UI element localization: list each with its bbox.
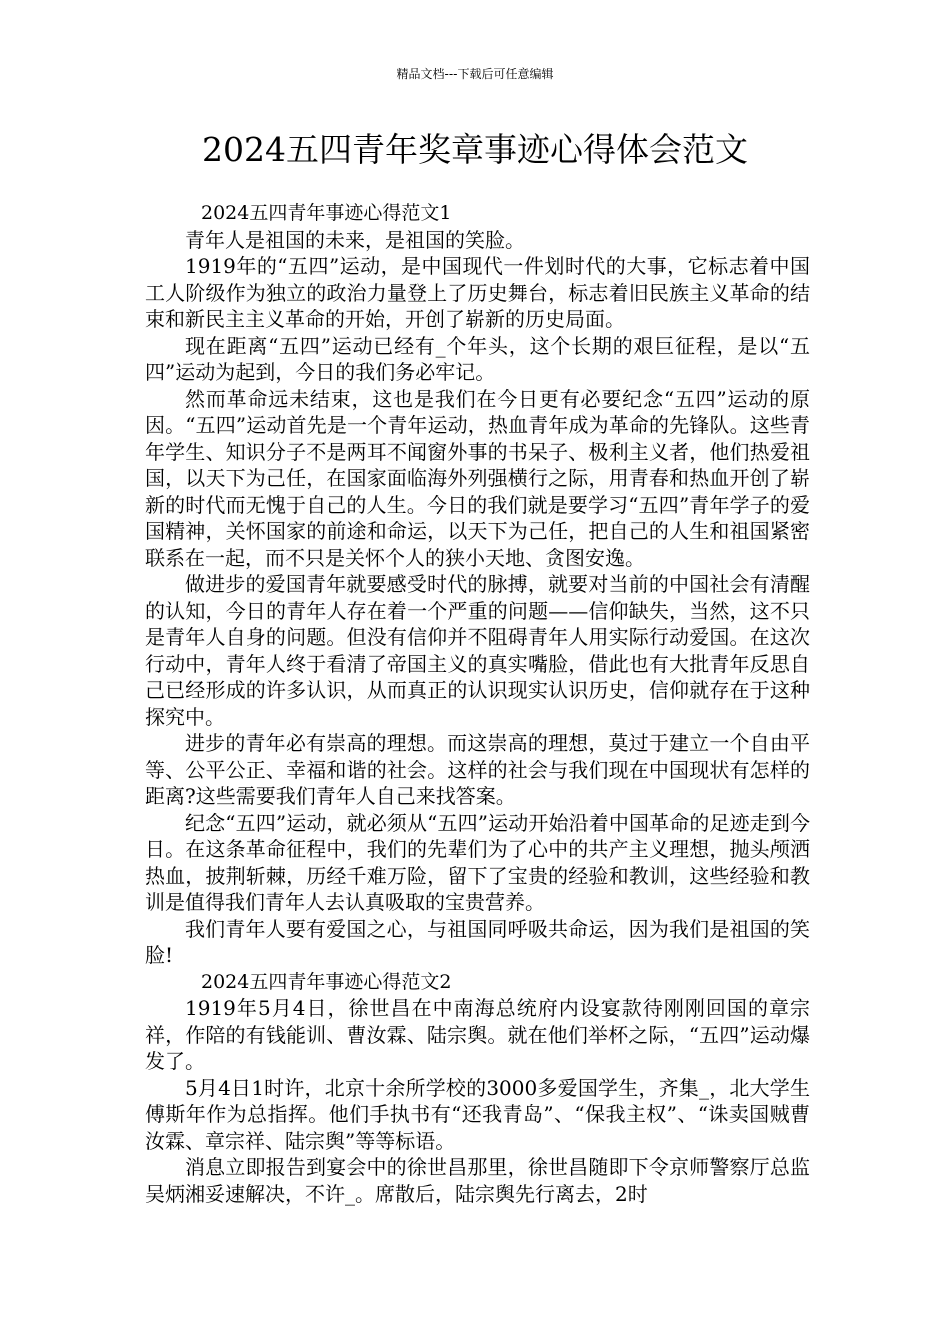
paragraph: 做进步的爱国青年就要感受时代的脉搏，就要对当前的中国社会有清醒的认知，今日的青年人存在着一个严重的问题——信仰缺失，当然，这不只是青年人自身的问题。但没有信仰并不阻碍青年人用实际行动爱国。在这次行动中，青年人终于看清了帝国主义的真实嘴脸，借此也有大批青年反思自己已经形成的许多认识，从而真正的认识现实认识历史，信仰就存在于这种探究中。 (145, 572, 810, 729)
paragraph: 我们青年人要有爱国之心，与祖国同呼吸共命运，因为我们是祖国的笑脸! (145, 916, 810, 967)
section-heading: 2024五四青年事迹心得范文2 (201, 970, 452, 993)
paragraph: 青年人是祖国的未来，是祖国的笑脸。 (185, 227, 525, 252)
paragraph: 现在距离“五四”运动已经有_个年头，这个长期的艰巨征程，是以“五四”运动为起到，今日的我们务必牢记。 (145, 333, 810, 384)
header-note: 精品文档---下载后可任意编辑 (396, 67, 554, 81)
document-body (145, 200, 810, 1207)
paragraph: 1919年5月4日，徐世昌在中南海总统府内设宴款待刚刚回国的章宗祥，作陪的有钱能训、曹汝霖、陆宗舆。就在他们举杯之际，“五四”运动爆发了。 (145, 996, 810, 1073)
paragraph: 5月4日1时许，北京十余所学校的3000多爱国学生，齐集_，北大学生傅斯年作为总指挥。他们手执书有“还我青岛”、“保我主权”、“诛卖国贼曹汝霖、章宗祥、陆宗舆”等等标语。 (145, 1075, 810, 1153)
paragraph: 进步的青年必有崇高的理想。而这崇高的理想，莫过于建立一个自由平等、公平公正、幸福和谐的社会。这样的社会与我们现在中国现状有怎样的距离?这些需要我们青年人自己来找答案。 (145, 731, 810, 808)
paragraph: 消息立即报告到宴会中的徐世昌那里，徐世昌随即下令京师警察厅总监吴炳湘妥速解决，不许_。席散后，陆宗舆先行离去，2时 (145, 1155, 810, 1206)
paragraph: 纪念“五四”运动，就必须从“五四”运动开始沿着中国革命的足迹走到今日。在这条革命征程中，我们的先辈们为了心中的共产主义理想，抛头颅洒热血，披荆斩棘，历经千难万险，留下了宝贵的经验和教训，这些经验和教训是值得我们青年人去认真吸取的宝贵营养。 (145, 810, 810, 914)
document-title: 2024五四青年奖章事迹心得体会范文 (202, 130, 748, 169)
paragraph: 然而革命远未结束，这也是我们在今日更有必要纪念“五四”运动的原因。“五四”运动首先是一个青年运动，热血青年成为革命的先锋队。这些青年学生、知识分子不是两耳不闻窗外事的书呆子、极利主义者，他们热爱祖国，以天下为己任，在国家面临海外列强横行之际，用青春和热血开创了崭新的时代而无愧于自己的人生。今日的我们就是要学习“五四”青年学子的爱国精神，关怀国家的前途和命运，以天下为己任，把自己的人生和祖国紧密联系在一起，而不只是关怀个人的狭小天地、贪图安逸。 (145, 386, 810, 570)
section-heading: 2024五四青年事迹心得范文1 (201, 202, 452, 224)
paragraph: 1919年的“五四”运动，是中国现代一件划时代的大事，它标志着中国工人阶级作为独立的政治力量登上了历史舞台，标志着旧民族主义革命的结束和新民主主义革命的开始，开创了崭新的历史局面。 (145, 254, 810, 331)
